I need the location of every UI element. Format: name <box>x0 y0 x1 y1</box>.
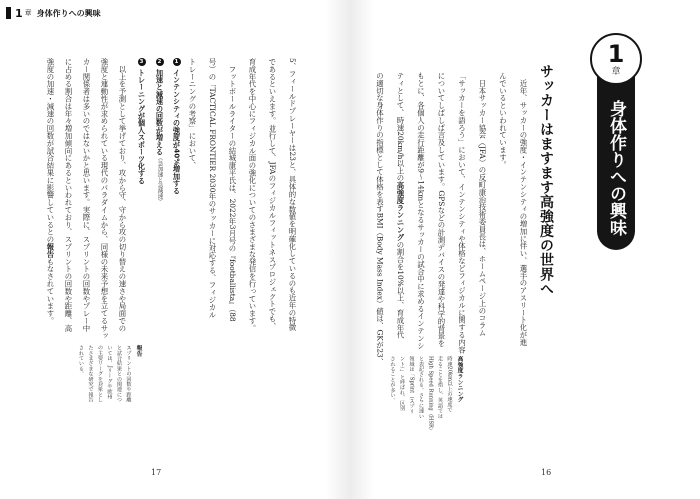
chapter-number: 1 <box>607 39 625 68</box>
paragraph-column: に占める割合は年々増加傾向にあるといわれており、スプリントの回数や距離、高 <box>64 58 73 332</box>
paragraph-column: 以上を予測として挙げており、攻から守、守から攻の切り替えの速さや局面での <box>118 58 127 332</box>
side-note-column: たさまざまな研究で報告 <box>87 345 94 403</box>
side-note-heading: 高強度ランニング <box>456 356 462 403</box>
list-item <box>134 58 151 343</box>
body-text-column <box>390 72 411 357</box>
circled-number-marker: 1 <box>173 59 180 65</box>
side-note-column: 領域は「Sprint（スプリ <box>408 356 415 415</box>
prediction-list <box>134 58 186 343</box>
body-text-column: もとに、各個人の走行距離が9〜14kmとなるサッカーの試合中に求めるインテンシ <box>416 72 426 350</box>
left-paragraph <box>41 58 131 343</box>
chapter-title: 身体作りへの興味 <box>606 100 626 236</box>
body-text-column: フットボールライターの結城康平氏は、2022年3月号の『footballista』（88 <box>228 58 237 322</box>
side-note-column: の主要リーグを対象とし <box>97 345 103 403</box>
running-head-title: 身体作りへの興味 <box>36 8 101 18</box>
circled-number-marker: 2 <box>156 59 163 65</box>
side-note-column: と表記される。さらに速い <box>418 356 424 419</box>
chapter-label: 章 <box>611 66 621 77</box>
side-note-column: 時速20km以上の速度で <box>446 356 453 413</box>
body-text-column: んでいるといわれています。 <box>498 72 508 169</box>
paragraph-column: カー関係者は多いのではないかと思います。実際に、スプリントの回数やプレー中 <box>82 58 91 332</box>
running-head-chapter-number: 1 <box>15 6 23 20</box>
body-text-column: 「サッカーを語ろう」において、インテンシティや体格などフィジカルに関する内容 <box>457 72 467 354</box>
keyword-highlight: 高強度ランニング <box>396 181 405 241</box>
side-note-high-intensity-running <box>387 356 463 456</box>
running-head <box>6 7 101 19</box>
text-run: の割合を10%以上、育成年代 <box>396 240 405 339</box>
right-body-text <box>369 72 533 366</box>
text-run: ティとして、時速20km/h以上の <box>396 72 405 182</box>
section-heading: サッカーはますます高強度の世界へ <box>538 64 554 296</box>
side-note-heading: 報告 <box>135 345 141 357</box>
list-item-note: （急加速と急減速） <box>156 155 163 205</box>
right-page <box>350 0 700 499</box>
keyword-highlight: 報告 <box>46 243 55 258</box>
side-note-column: High Speed Running（HSR） <box>427 356 434 434</box>
body-text-column: 5、フィールドプレーヤーは23と、具体的な数値を明確化しているのも近年の特徴 <box>288 58 297 332</box>
body-text-column: 号）の「TACTICAL FRONTIER 2030年のサッカーに対応する、フィジカル <box>208 58 217 319</box>
list-item-text: トレーニングが個人スポーツ化する <box>137 69 147 185</box>
page-number: 16 <box>541 468 552 477</box>
chapter-marker-bar <box>6 7 11 19</box>
paragraph-column <box>41 58 59 343</box>
side-note-column: スプリントの回数や距離 <box>125 345 132 403</box>
paragraph-column: 強度と連動性が求められている現代のパラダイムから、同様の未来予想を立てるサッ <box>100 58 109 340</box>
side-note-column: いては、Jリーグや欧州 <box>106 345 113 400</box>
list-item <box>151 58 169 343</box>
side-note-column: されている。 <box>78 345 84 377</box>
body-text-column: についてしばしば言及しています。GPSなどの計測デバイスの発達や科学的背景を <box>437 72 446 347</box>
circled-number-marker: 3 <box>138 59 145 65</box>
page-number: 17 <box>151 468 162 477</box>
side-note-column: されることが多い。 <box>389 356 396 403</box>
side-note-column: ント）」と呼ばれ、区別 <box>399 356 405 411</box>
text-run: 強度の加速・減速の回数が試合結果に影響しているとの <box>46 58 55 243</box>
body-text-column: の適切な身体作りの指標として体格を表すBMI（Body Mass Index）値は、GKが23、 <box>375 72 385 366</box>
chapter-number-badge <box>590 33 642 85</box>
body-text-column: 日本サッカー協会（JFA）の反町康治技術委員長は、ホームページ上のコラム <box>478 72 487 337</box>
list-item <box>169 58 186 343</box>
side-note-column: と試合結果との関連につ <box>116 345 122 403</box>
body-text-column: であるといえます。並行して、JFAのフィジカルフィットネスプロジェクトでも、 <box>268 58 277 330</box>
side-note-column: 走ることを指し、英語では <box>437 356 443 419</box>
body-text-column: 近年、サッカーの強度・インテンシティの増加に伴い、選手のアスリート化が進 <box>519 72 528 346</box>
text-run: もなされています。 <box>46 257 55 325</box>
body-text-column: トレーニングの考察」において、 <box>188 58 197 169</box>
running-head-chapter-label: 章 <box>24 9 32 17</box>
list-item-text: 加速と減速の回数が増える <box>155 69 165 156</box>
body-text-column: 育成年代を中心にフィジカル面の強化についてのさまざまな発信を行っています。 <box>248 58 257 332</box>
side-note-report <box>76 345 143 445</box>
left-body-text <box>182 58 302 343</box>
chapter-title-box <box>597 70 635 250</box>
list-item-text: インテンシティの強度が40%増加する <box>172 69 182 195</box>
